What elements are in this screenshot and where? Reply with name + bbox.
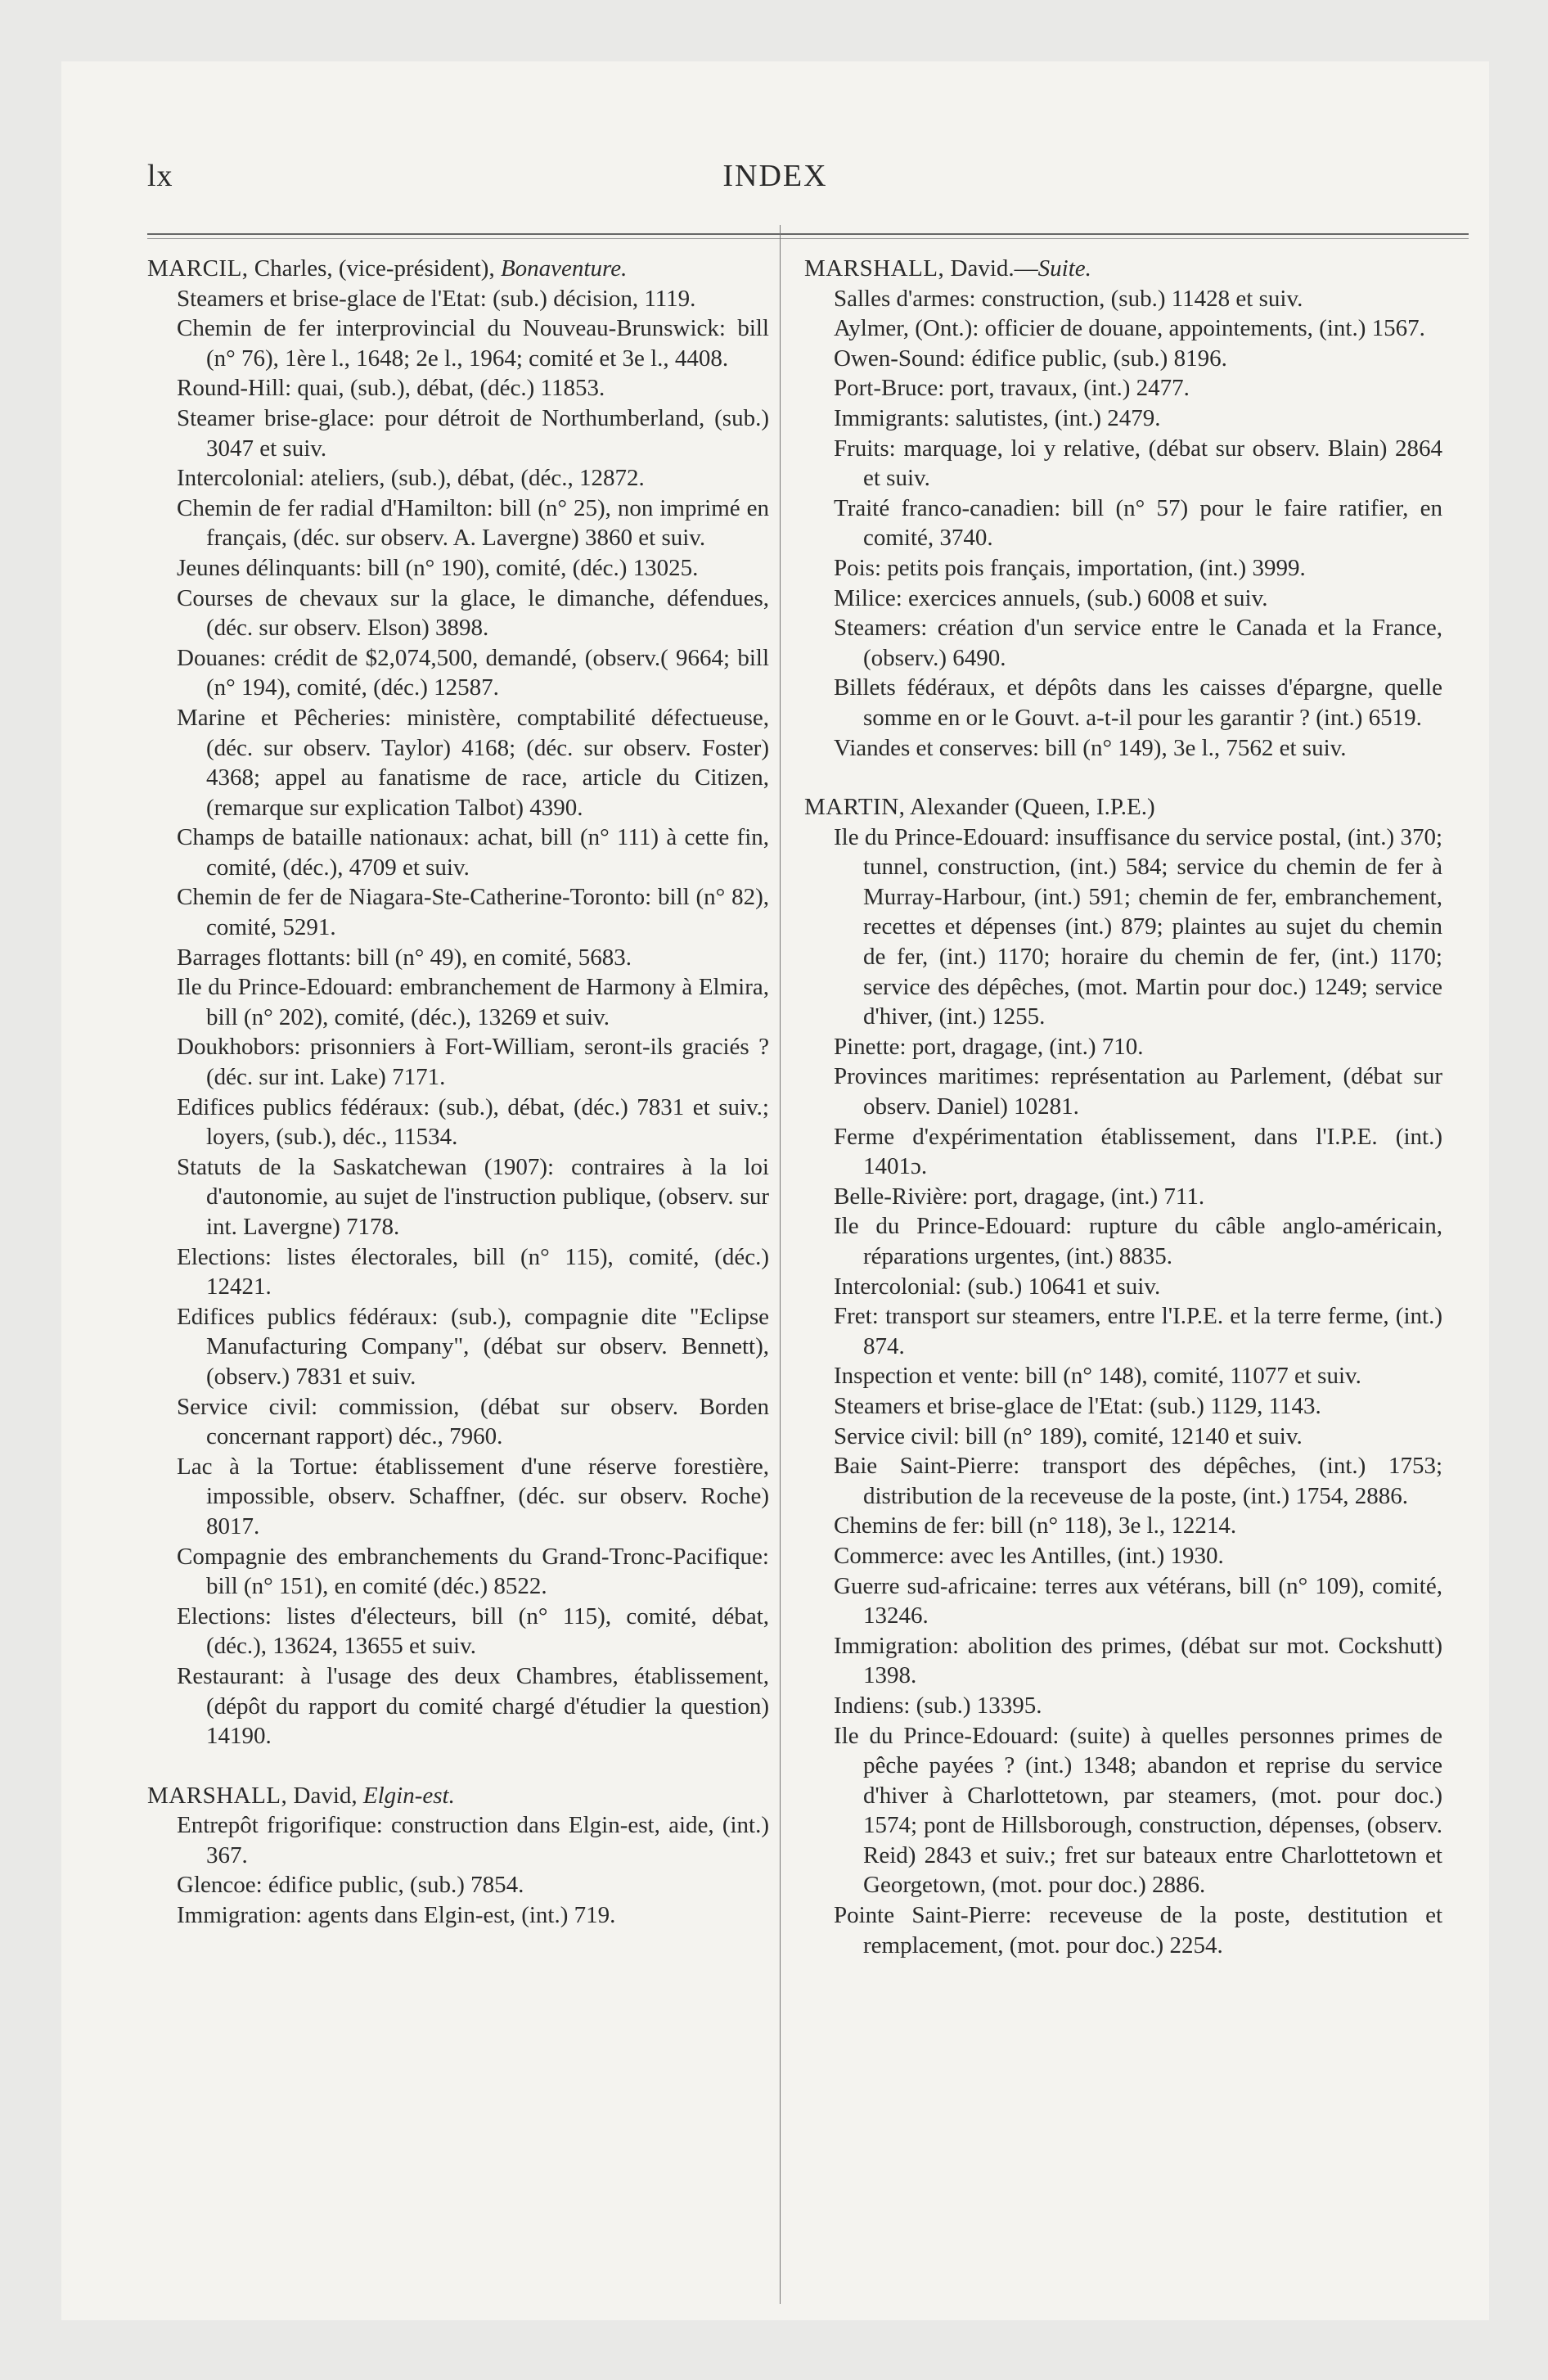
member-name: MARSHALL, xyxy=(147,1782,288,1809)
index-subentry: Entrepôt frigorifique: construction dans Elgin-est, aide, (int.) 367. xyxy=(177,1812,769,1868)
entry-heading xyxy=(147,254,769,284)
index-subentry: Marine et Pêcheries: ministère, comptabilité défectueuse, (déc. sur observ. Taylor) 4168; (déc. sur observ. Foster) 4368; appel au fanatisme de race, article du Citizen, (remarque sur explication Talbot) 4390. xyxy=(177,704,769,821)
index-subentry: Compagnie des embranchements du Grand-Tronc-Pacifique: bill (n° 151), en comité (déc.) 8522. xyxy=(177,1543,769,1600)
index-subentry: Aylmer, (Ont.): officier de douane, appointements, (int.) 1567. xyxy=(834,315,1425,342)
index-entry xyxy=(147,1781,769,1931)
index-entry xyxy=(804,792,1442,1960)
member-description: Charles, (vice-président), xyxy=(248,255,501,282)
index-subentry: Restaurant: à l'usage des deux Chambres, établissement, (dépôt du rapport du comité chargé d'étudier la question) 14190. xyxy=(177,1662,769,1750)
member-name: MARSHALL, xyxy=(804,255,945,282)
member-name: MARCIL, xyxy=(147,255,249,282)
index-subentry: Douanes: crédit de $2,074,500, demandé, (observ.( 9664; bill (n° 194), comité, (déc.) 12587. xyxy=(177,644,769,701)
index-subentry: Elections: listes d'électeurs, bill (n° 115), comité, débat, (déc.), 13624, 13655 et suiv. xyxy=(177,1602,769,1660)
index-subentry: Chemins de fer: bill (n° 118), 3e l., 12214. xyxy=(834,1512,1237,1539)
member-description: Alexander (Queen, I.P.E.) xyxy=(905,794,1155,821)
index-subentry: Pois: petits pois français, importation, (int.) 3999. xyxy=(834,554,1306,581)
page-title: INDEX xyxy=(722,159,828,193)
index-entry xyxy=(147,254,769,1751)
index-subentry: Chemin de fer radial d'Hamilton: bill (n° 25), non imprimé en français, (déc. sur observ. A. Lavergne) 3860 et suiv. xyxy=(177,494,769,552)
index-subentry: Baie Saint-Pierre: transport des dépêches, (int.) 1753; distribution de la receveuse de la poste, (int.) 1754, 2886. xyxy=(834,1453,1442,1509)
header-rule-secondary xyxy=(147,238,1469,239)
index-subentry: Fruits: marquage, loi y relative, (débat sur observ. Blain) 2864 et suiv. xyxy=(834,435,1442,492)
index-subentry: Steamers: création d'un service entre le Canada et la France, (observ.) 6490. xyxy=(834,615,1442,671)
index-subentry: Intercolonial: (sub.) 10641 et suiv. xyxy=(834,1273,1161,1300)
index-subentry: Billets fédéraux, et dépôts dans les caisses d'épargne, quelle somme en or le Gouvt. a-t-il pour les garantir ? (int.) 6519. xyxy=(834,674,1442,731)
entry-spacer xyxy=(147,1751,769,1781)
index-subentry: Belle-Rivière: port, dragage, (int.) 711. xyxy=(834,1183,1205,1210)
left-column xyxy=(147,254,769,1931)
index-subentry: Service civil: commission, (débat sur observ. Borden concernant rapport) déc., 7960. xyxy=(177,1393,769,1450)
index-subentry: Milice: exercices annuels, (sub.) 6008 et suiv. xyxy=(834,584,1268,611)
index-subentry: Ile du Prince-Edouard: rupture du câble anglo-américain, réparations urgentes, (int.) 8835. xyxy=(834,1213,1442,1269)
index-subentry: Ile du Prince-Edouard: (suite) à quelles personnes primes de pêche payées ? (int.) 1348; abandon et reprise du service d'hiver à Charlottetown, par steamers, (mot. pour doc.) 1574; pont de Hillsborough, construction, dépenses, (observ. Reid) 2843 et suiv.; fret sur bateaux entre Charlottetown et Georgetown, (mot. pour doc.) 2886. xyxy=(834,1722,1442,1899)
index-subentry: Statuts de la Saskatchewan (1907): contraires à la loi d'autonomie, au sujet de l'instruction publique, (observ. sur int. Lavergne) 7178. xyxy=(177,1153,769,1240)
member-description: David.— xyxy=(944,255,1038,282)
index-subentry: Fret: transport sur steamers, entre l'I.P.E. et la terre ferme, (int.) 874. xyxy=(834,1303,1442,1359)
page-number: lx xyxy=(147,159,173,193)
entry-heading xyxy=(804,254,1442,284)
index-subentry: Service civil: bill (n° 189), comité, 12140 et suiv. xyxy=(834,1422,1303,1449)
index-subentry: Provinces maritimes: représentation au Parlement, (débat sur observ. Daniel) 10281. xyxy=(834,1063,1442,1120)
index-subentry: Champs de bataille nationaux: achat, bill (n° 111) à cette fin, comité, (déc.), 4709 et suiv. xyxy=(177,824,769,881)
index-subentry: Chemin de fer de Niagara-Ste-Catherine-Toronto: bill (n° 82), comité, 5291. xyxy=(177,884,769,941)
index-subentry: Indiens: (sub.) 13395. xyxy=(834,1692,1042,1719)
member-riding: Suite. xyxy=(1037,255,1091,282)
index-subentry: Steamer brise-glace: pour détroit de Northumberland, (sub.) 3047 et suiv. xyxy=(177,404,769,462)
index-subentry: Steamers et brise-glace de l'Etat: (sub.) décision, 1119. xyxy=(177,285,696,312)
index-subentry: Steamers et brise-glace de l'Etat: (sub.) 1129, 1143. xyxy=(834,1392,1321,1419)
index-subentry: Barrages flottants: bill (n° 49), en comité, 5683. xyxy=(177,944,632,971)
index-subentry: Doukhobors: prisonniers à Fort-William, seront-ils graciés ? (déc. sur int. Lake) 7171. xyxy=(177,1034,769,1091)
index-subentry: Immigration: abolition des primes, (débat sur mot. Cockshutt) 1398. xyxy=(834,1632,1442,1689)
index-subentry: Guerre sud-africaine: terres aux vétérans, bill (n° 109), comité, 13246. xyxy=(834,1572,1442,1629)
member-riding: Elgin-est. xyxy=(362,1782,455,1809)
index-subentry: Elections: listes électorales, bill (n° 115), comité, (déc.) 12421. xyxy=(177,1243,769,1300)
member-description: David, xyxy=(287,1782,363,1809)
index-entry xyxy=(804,254,1442,763)
index-subentry: Round-Hill: quai, (sub.), débat, (déc.) 11853. xyxy=(177,375,605,402)
index-subentry: Courses de chevaux sur la glace, le dimanche, défendues, (déc. sur observ. Elson) 3898. xyxy=(177,584,769,642)
member-name: MARTIN, xyxy=(804,794,906,821)
right-column xyxy=(804,254,1442,1960)
index-subentry: Chemin de fer interprovincial du Nouveau-Brunswick: bill (n° 76), 1ère l., 1648; 2e l., 1964; comité et 3e l., 4408. xyxy=(177,315,769,372)
entry-spacer xyxy=(804,763,1442,792)
index-subentry: Pointe Saint-Pierre: receveuse de la poste, destitution et remplacement, (mot. pour doc.) 2254. xyxy=(834,1902,1442,1959)
index-subentry: Ferme d'expérimentation établissement, dans l'I.P.E. (int.) 1401ɔ. xyxy=(834,1123,1442,1180)
index-subentry: Jeunes délinquants: bill (n° 190), comité, (déc.) 13025. xyxy=(177,554,699,581)
index-subentry: Ile du Prince-Edouard: embranchement de Harmony à Elmira, bill (n° 202), comité, (déc.), 13269 et suiv. xyxy=(177,974,769,1030)
index-subentry: Pinette: port, dragage, (int.) 710. xyxy=(834,1033,1144,1060)
index-subentry: Owen-Sound: édifice public, (sub.) 8196. xyxy=(834,345,1227,372)
index-subentry: Immigrants: salutistes, (int.) 2479. xyxy=(834,404,1161,431)
member-riding: Bonaventure. xyxy=(500,255,628,282)
index-subentry: Viandes et conserves: bill (n° 149), 3e l., 7562 et suiv. xyxy=(834,734,1347,761)
index-subentry: Salles d'armes: construction, (sub.) 11428 et suiv. xyxy=(834,285,1303,312)
index-subentry: Immigration: agents dans Elgin-est, (int.) 719. xyxy=(177,1902,616,1929)
index-subentry: Edifices publics fédéraux: (sub.), débat, (déc.) 7831 et suiv.; loyers, (sub.), déc., 11534. xyxy=(177,1093,769,1151)
entry-heading xyxy=(804,792,1442,823)
index-subentry: Commerce: avec les Antilles, (int.) 1930. xyxy=(834,1542,1224,1569)
entry-heading xyxy=(147,1781,769,1811)
index-subentry: Inspection et vente: bill (n° 148), comité, 11077 et suiv. xyxy=(834,1363,1361,1390)
index-subentry: Ile du Prince-Edouard: insuffisance du service postal, (int.) 370; tunnel, construction, (int.) 584; service du chemin de fer à Murray-Harbour, (int.) 591; chemin de fer, embranchement, recettes et dépenses (int.) 879; plaintes au sujet du chemin de fer, (int.) 1170; horaire du chemin de fer, (int.) 1170; service des dépêches, (mot. Martin pour doc.) 1249; service d'hiver, (int.) 1255. xyxy=(834,823,1442,1030)
index-page xyxy=(61,61,1489,2320)
column-divider xyxy=(780,225,781,2304)
index-subentry: Edifices publics fédéraux: (sub.), compagnie dite "Eclipse Manufacturing Company", (débat sur observ. Bennett), (observ.) 7831 et suiv. xyxy=(177,1303,769,1390)
index-subentry: Port-Bruce: port, travaux, (int.) 2477. xyxy=(834,375,1190,402)
header-rule xyxy=(147,233,1469,235)
index-subentry: Traité franco-canadien: bill (n° 57) pour le faire ratifier, en comité, 3740. xyxy=(834,494,1442,552)
index-subentry: Intercolonial: ateliers, (sub.), débat, (déc., 12872. xyxy=(177,465,645,492)
index-subentry: Glencoe: édifice public, (sub.) 7854. xyxy=(177,1872,524,1899)
index-subentry: Lac à la Tortue: établissement d'une réserve forestière, impossible, observ. Schaffner, (déc. sur observ. Roche) 8017. xyxy=(177,1453,769,1539)
